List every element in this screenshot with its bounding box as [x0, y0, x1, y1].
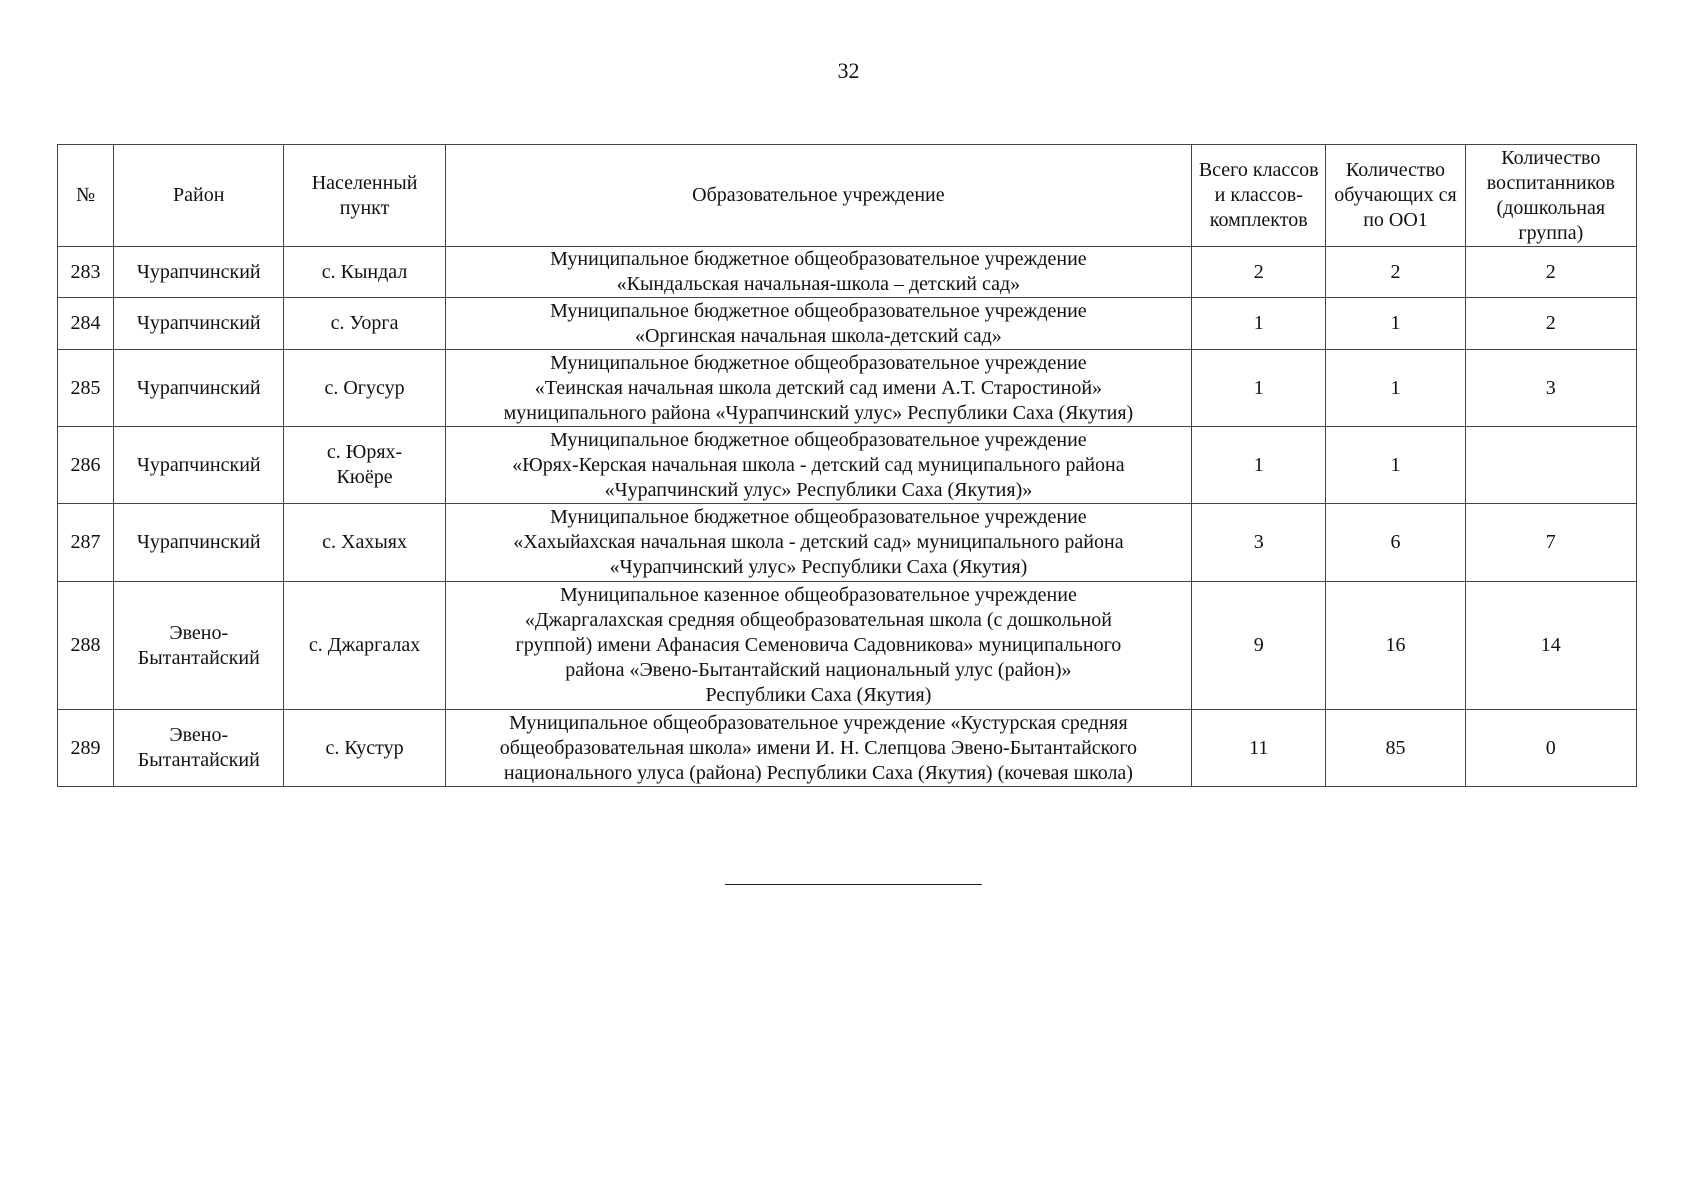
- header-num: №: [58, 145, 114, 247]
- cell-settlement: с. Кындал: [284, 247, 445, 298]
- cell-classes: 1: [1192, 350, 1326, 427]
- cell-settlement: с. Уорга: [284, 298, 445, 350]
- cell-institution: Муниципальное бюджетное общеобразовательное учреждение «Хахыйахская начальная школа - детский сад» муниципального района «Чурапчинский улус» Республики Саха (Якутия): [445, 504, 1191, 582]
- cell-classes: 1: [1192, 427, 1326, 504]
- cell-district: Чурапчинский: [114, 427, 284, 504]
- header-classes: Всего классов и классов-комплектов: [1192, 145, 1326, 247]
- cell-preschool: [1465, 427, 1636, 504]
- cell-num: 285: [58, 350, 114, 427]
- cell-institution: Муниципальное бюджетное общеобразовательное учреждение «Кындальская начальная-школа – детский сад»: [445, 247, 1191, 298]
- table-row: [58, 582, 1637, 710]
- schools-table: [57, 144, 1637, 787]
- table-row: [58, 710, 1637, 787]
- header-district: Район: [114, 145, 284, 247]
- cell-num: 283: [58, 247, 114, 298]
- cell-num: 284: [58, 298, 114, 350]
- cell-settlement: с. Юрях- Кюёре: [284, 427, 445, 504]
- header-institution: Образовательное учреждение: [445, 145, 1191, 247]
- cell-students: 6: [1326, 504, 1465, 582]
- table-row: [58, 427, 1637, 504]
- cell-institution: Муниципальное общеобразовательное учреждение «Кустурская средняя общеобразовательная школа» имени И. Н. Слепцова Эвено-Бытантайского национального улуса (района) Республики Саха (Якутия) (кочевая школа): [445, 710, 1191, 787]
- cell-classes: 9: [1192, 582, 1326, 710]
- cell-classes: 2: [1192, 247, 1326, 298]
- cell-institution: Муниципальное бюджетное общеобразовательное учреждение «Юрях-Керская начальная школа - детский сад муниципального района «Чурапчинский улус» Республики Саха (Якутия)»: [445, 427, 1191, 504]
- cell-settlement: с. Джаргалах: [284, 582, 445, 710]
- cell-num: 289: [58, 710, 114, 787]
- cell-num: 287: [58, 504, 114, 582]
- table-row: [58, 247, 1637, 298]
- cell-students: 85: [1326, 710, 1465, 787]
- cell-classes: 11: [1192, 710, 1326, 787]
- cell-num: 288: [58, 582, 114, 710]
- table-row: [58, 298, 1637, 350]
- cell-district: Эвено- Бытантайский: [114, 710, 284, 787]
- cell-preschool: 3: [1465, 350, 1636, 427]
- cell-district: Чурапчинский: [114, 247, 284, 298]
- header-preschool: Количество воспитанников (дошкольная группа): [1465, 145, 1636, 247]
- cell-students: 1: [1326, 350, 1465, 427]
- cell-settlement: с. Хахыях: [284, 504, 445, 582]
- cell-students: 1: [1326, 427, 1465, 504]
- header-students: Количество обучающих ся по ОО1: [1326, 145, 1465, 247]
- cell-district: Чурапчинский: [114, 350, 284, 427]
- cell-preschool: 0: [1465, 710, 1636, 787]
- cell-district: Эвено- Бытантайский: [114, 582, 284, 710]
- table-header-row: [58, 145, 1637, 247]
- cell-preschool: 7: [1465, 504, 1636, 582]
- cell-classes: 1: [1192, 298, 1326, 350]
- cell-preschool: 2: [1465, 298, 1636, 350]
- cell-settlement: с. Кустур: [284, 710, 445, 787]
- cell-preschool: 2: [1465, 247, 1636, 298]
- cell-institution: Муниципальное бюджетное общеобразовательное учреждение «Оргинская начальная школа-детский сад»: [445, 298, 1191, 350]
- cell-settlement: с. Огусур: [284, 350, 445, 427]
- cell-classes: 3: [1192, 504, 1326, 582]
- cell-students: 1: [1326, 298, 1465, 350]
- cell-preschool: 14: [1465, 582, 1636, 710]
- cell-district: Чурапчинский: [114, 504, 284, 582]
- cell-students: 2: [1326, 247, 1465, 298]
- header-settlement: Населенный пункт: [284, 145, 445, 247]
- table-row: [58, 350, 1637, 427]
- cell-students: 16: [1326, 582, 1465, 710]
- cell-district: Чурапчинский: [114, 298, 284, 350]
- table-row: [58, 504, 1637, 582]
- cell-num: 286: [58, 427, 114, 504]
- page-number: 32: [837, 58, 860, 83]
- cell-institution: Муниципальное казенное общеобразовательное учреждение «Джаргалахская средняя общеобразовательная школа (с дошкольной группой) имени Афанасия Семеновича Садовникова» муниципального района «Эвено-Бытантайский национальный улус (район)» Республики Саха (Якутия): [445, 582, 1191, 710]
- cell-institution: Муниципальное бюджетное общеобразовательное учреждение «Теинская начальная школа детский сад имени А.Т. Старостиной» муниципального района «Чурапчинский улус» Республики Саха (Якутия): [445, 350, 1191, 427]
- footer-divider: [725, 884, 982, 885]
